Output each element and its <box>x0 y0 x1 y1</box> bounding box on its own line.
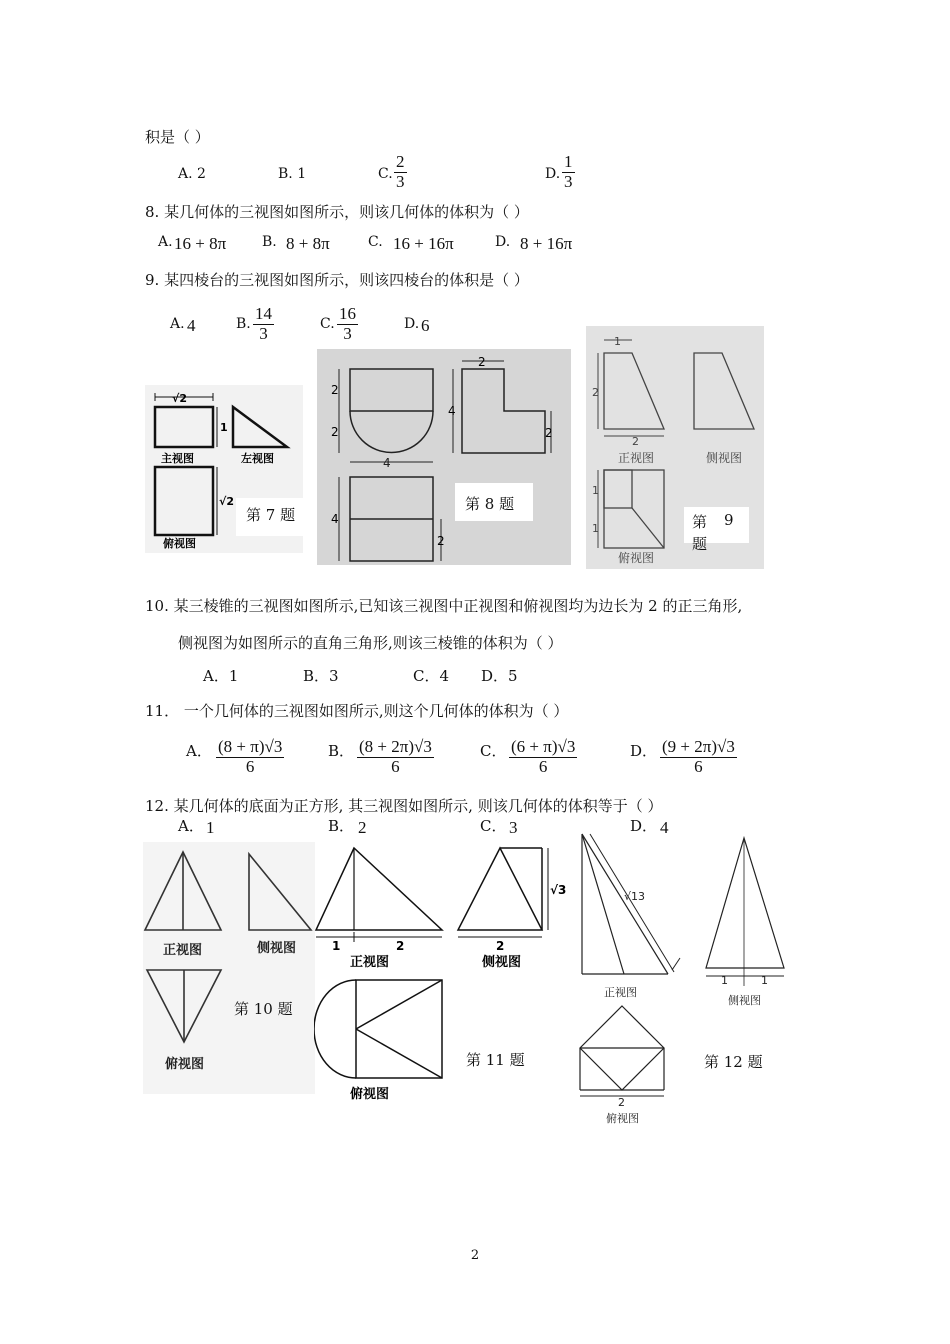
figure-8-caption: 第 8 题 <box>455 483 533 521</box>
q12-option-b-value: 2 <box>358 818 367 837</box>
q9-option-b-fraction <box>253 305 274 343</box>
q11-option-c-label: C． <box>480 742 507 760</box>
fig11-dim-2-front: 2 <box>396 939 405 953</box>
fig7-dim-1: 1 <box>220 421 228 434</box>
q10-option-a: A．1 <box>203 667 239 685</box>
figure-10 <box>143 842 315 1094</box>
fig7-top-label: 俯视图 <box>163 537 196 550</box>
fig10-side-label: 侧视图 <box>257 941 297 956</box>
q10-option-b: B．3 <box>303 667 339 685</box>
figure-10-drawing <box>143 842 315 1094</box>
fig9-caption-part-b: 9 <box>724 511 734 529</box>
fraction-denominator: 3 <box>396 171 405 191</box>
fig12-dim-1-a: 1 <box>721 974 728 987</box>
fig8-dim-2-a: 2 <box>331 383 339 397</box>
q8-option-b-label: B. <box>262 234 277 250</box>
q12-option-b-label: B． <box>328 817 355 835</box>
fig12-dim-2: 2 <box>618 1096 625 1109</box>
fig11-dim-2-side: 2 <box>496 939 505 953</box>
fig8-dim-2-top: 2 <box>478 355 486 369</box>
fig9-caption-part-c: 题 <box>692 535 708 553</box>
q11-text: 11． 一个几何体的三视图如图所示,则这个几何体的体积为（ ） <box>145 702 569 720</box>
fraction-denominator: 6 <box>245 756 255 776</box>
fig12-dim-sqrt13: √13 <box>624 890 646 903</box>
fraction-numerator: 1 <box>564 152 573 171</box>
q10-text-line2: 侧视图为如图所示的直角三角形,则该三棱锥的体积为（ ） <box>178 634 563 652</box>
figure-11 <box>314 842 570 1104</box>
q10-option-c: C．4 <box>413 667 450 685</box>
fig8-dim-2-side: 2 <box>545 426 553 440</box>
figure-12-drawing <box>574 826 800 1126</box>
fraction-denominator: 6 <box>391 756 400 776</box>
q7-option-a: A. 2 <box>178 166 206 182</box>
fig8-dim-4-side: 4 <box>448 404 456 418</box>
fig8-dim-2-topview: 2 <box>437 534 445 548</box>
fraction-denominator: 6 <box>538 756 548 776</box>
fig11-top-label: 俯视图 <box>350 1087 390 1102</box>
q12-option-c-label: C． <box>480 817 507 835</box>
fig11-side-label: 侧视图 <box>482 955 522 970</box>
fig9-top-label: 俯视图 <box>618 551 655 565</box>
q9-option-c-label: C. <box>320 316 335 332</box>
fig11-dim-1: 1 <box>332 939 341 953</box>
figure-12-caption: 第 12 题 <box>704 1053 763 1071</box>
fig9-dim-2-bottom: 2 <box>632 435 639 448</box>
fraction-numerator: (9 + 2π)√3 <box>662 737 735 756</box>
q8-option-d-label: D. <box>495 234 511 250</box>
q12-option-c-value: 3 <box>509 818 518 837</box>
fig9-side-label: 侧视图 <box>706 451 743 465</box>
figure-11-drawing <box>314 842 570 1104</box>
fig9-front-label: 正视图 <box>618 451 655 465</box>
q11-option-d-fraction <box>660 738 737 776</box>
fraction-numerator: (8 + π)√3 <box>218 737 283 756</box>
fraction-denominator: 6 <box>694 756 703 776</box>
q11-option-c-fraction <box>509 738 577 776</box>
q12-option-d-value: 4 <box>660 818 669 837</box>
q8-option-c-value: 16 + 16π <box>393 234 454 253</box>
q9-option-c-fraction <box>337 305 358 343</box>
q8-option-a-value: 16 + 8π <box>174 234 227 253</box>
figure-7-caption: 第 7 题 <box>236 498 306 536</box>
q9-option-a-value: 4 <box>187 316 196 335</box>
fraction-numerator: 16 <box>339 304 356 323</box>
fraction-numerator: 2 <box>396 152 405 171</box>
fig8-dim-2-b: 2 <box>331 425 339 439</box>
q9-text: 9. 某四棱台的三视图如图所示，则该四棱台的体积是（ ） <box>145 271 529 289</box>
fig9-dim-1-b: 1 <box>592 522 599 535</box>
fraction-denominator: 3 <box>343 323 352 343</box>
q11-option-a-label: A． <box>186 742 212 760</box>
q10-option-d: D．5 <box>481 667 518 685</box>
fig10-top-label: 俯视图 <box>165 1057 205 1072</box>
q12-text: 12. 某几何体的底面为正方形, 其三视图如图所示, 则该几何体的体积等于（ ） <box>145 797 663 815</box>
q12-option-a-label: A． <box>178 817 204 835</box>
figure-11-caption: 第 11 题 <box>466 1051 525 1069</box>
q8-option-c-label: C. <box>368 234 383 250</box>
fig9-dim-1-a: 1 <box>592 484 599 497</box>
q11-option-b-label: B． <box>328 742 355 760</box>
fraction-numerator: (6 + π)√3 <box>511 737 576 756</box>
q8-option-a-label: A. <box>158 234 173 250</box>
q7-option-d-fraction <box>562 153 575 191</box>
fig9-caption-part-a: 第 <box>692 513 708 531</box>
q7-option-c-label: C. <box>378 166 393 182</box>
fig12-side-label: 侧视图 <box>728 994 761 1007</box>
q10-text-line1: 10. 某三棱锥的三视图如图所示,已知该三视图中正视图和俯视图均为边长为 2 的正三角形, <box>145 597 743 615</box>
fig12-dim-1-b: 1 <box>761 974 768 987</box>
fig12-front-label: 正视图 <box>604 986 637 999</box>
page-number: 2 <box>470 1248 480 1263</box>
fraction-numerator: (8 + 2π)√3 <box>359 737 432 756</box>
fig8-dim-4-top: 4 <box>331 512 339 526</box>
q11-option-a-fraction <box>216 738 284 776</box>
fig11-dim-sqrt3: √3 <box>550 883 567 897</box>
q7-continuation: 积是（ ） <box>145 128 210 146</box>
figure-12 <box>574 826 800 1126</box>
q7-option-c-fraction <box>394 153 407 191</box>
q12-option-d-label: D． <box>630 817 658 835</box>
figure-8 <box>317 349 571 565</box>
fig7-dim-sqrt2-side: √2 <box>219 495 234 508</box>
q11-option-d-label: D． <box>630 742 658 760</box>
fig7-front-label: 主视图 <box>161 452 194 465</box>
q8-option-d-value: 8 + 16π <box>520 234 573 253</box>
fraction-denominator: 3 <box>259 323 268 343</box>
fig7-dim-sqrt2-top: √2 <box>172 392 187 405</box>
q7-option-d-label: D. <box>545 166 561 182</box>
fig7-left-label: 左视图 <box>241 452 274 465</box>
q8-option-b-value: 8 + 8π <box>286 234 330 253</box>
fraction-denominator: 3 <box>564 171 573 191</box>
q9-option-d-label: D. <box>404 316 420 332</box>
fig8-dim-4-front: 4 <box>383 456 391 470</box>
q9-option-a-label: A. <box>170 316 185 332</box>
figure-10-caption: 第 10 题 <box>234 1000 293 1018</box>
fig11-front-label: 正视图 <box>350 955 390 970</box>
fig9-dim-1-top: 1 <box>614 335 621 348</box>
q7-option-b: B. 1 <box>278 166 307 182</box>
q12-option-a-value: 1 <box>206 818 215 837</box>
q8-text: 8. 某几何体的三视图如图所示，则该几何体的体积为（ ） <box>145 203 529 221</box>
fig12-top-label: 俯视图 <box>606 1112 639 1125</box>
figure-9-caption <box>684 507 749 553</box>
q9-option-d-value: 6 <box>421 316 430 335</box>
fig10-front-label: 正视图 <box>163 943 203 958</box>
fig9-dim-2-left: 2 <box>592 386 599 399</box>
fraction-numerator: 14 <box>255 304 272 323</box>
q9-option-b-label: B. <box>236 316 251 332</box>
figure-8-drawing <box>317 349 571 565</box>
q11-option-b-fraction <box>357 738 434 776</box>
